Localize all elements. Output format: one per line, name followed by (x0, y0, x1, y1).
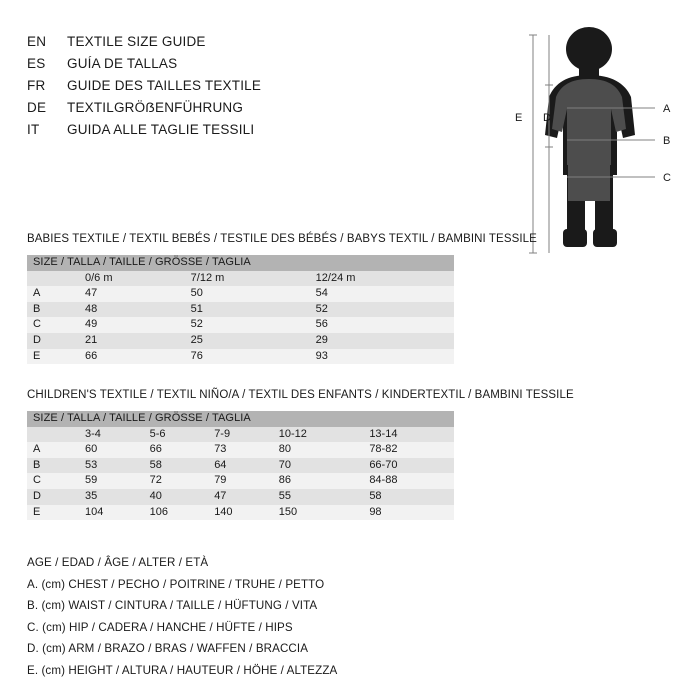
children-row-1-v4: 66-70 (363, 458, 454, 474)
children-size-table (27, 411, 454, 520)
children-row-3-v3: 55 (273, 489, 364, 505)
figure-label-a: A (663, 103, 671, 115)
babies-row-2-label: C (27, 317, 79, 333)
table-row (27, 317, 454, 333)
children-row-0-v3: 80 (273, 442, 364, 458)
babies-row-4-v0: 66 (79, 349, 185, 365)
title-row-de (27, 100, 497, 122)
figure-label-c: C (663, 172, 671, 184)
legend-line-age: AGE / EDAD / ÂGE / ALTER / ETÀ (27, 556, 209, 569)
children-row-4-v2: 140 (208, 505, 273, 521)
children-row-1-v2: 64 (208, 458, 273, 474)
children-row-0-v1: 66 (144, 442, 209, 458)
title-lang-de: DE (27, 100, 47, 115)
table-row (27, 333, 454, 349)
children-row-3-label: D (27, 489, 79, 505)
legend-block (27, 552, 507, 681)
babies-row-4-v2: 93 (310, 349, 454, 365)
table-row (27, 458, 454, 474)
children-header-label: SIZE / TALLA / TAILLE / GRÖSSE / TAGLIA (27, 411, 454, 427)
legend-line-a: A. (cm) CHEST / PECHO / POITRINE / TRUHE / PETTO (27, 577, 325, 591)
legend-line-d: D. (cm) ARM / BRAZO / BRAS / WAFFEN / BRACCIA (27, 642, 309, 655)
table-header-row (27, 411, 454, 427)
figure-label-e: E (515, 112, 523, 124)
babies-row-0-v0: 47 (79, 286, 185, 302)
title-block (27, 34, 497, 144)
children-row-4-label: E (27, 505, 79, 521)
title-row-it (27, 122, 497, 144)
title-lang-fr: FR (27, 78, 46, 93)
figure-label-d: D (543, 112, 551, 124)
babies-section-title: BABIES TEXTILE / TEXTIL BEBÉS / TESTILE DES BÉBÉS / BABYS TEXTIL / BAMBINI TESSILE (27, 233, 537, 245)
table-header-row (27, 255, 454, 271)
babies-row-2-v2: 56 (310, 317, 454, 333)
title-row-en (27, 34, 497, 56)
children-row-2-v0: 59 (79, 473, 144, 489)
children-row-3-v0: 35 (79, 489, 144, 505)
babies-header-label: SIZE / TALLA / TAILLE / GRÖSSE / TAGLIA (27, 255, 454, 271)
children-col-3: 10-12 (273, 427, 364, 443)
legend-line-c: C. (cm) HIP / CADERA / HANCHE / HÜFTE / HIPS (27, 620, 293, 634)
children-row-3-v2: 47 (208, 489, 273, 505)
children-row-1-v1: 58 (144, 458, 209, 474)
children-row-4-v1: 106 (144, 505, 209, 521)
children-row-1-v3: 70 (273, 458, 364, 474)
children-row-4-v0: 104 (79, 505, 144, 521)
children-row-2-v2: 79 (208, 473, 273, 489)
children-row-2-v1: 72 (144, 473, 209, 489)
table-row (27, 489, 454, 505)
children-row-0-label: A (27, 442, 79, 458)
babies-row-1-v1: 51 (185, 302, 310, 318)
title-text-es: GUÍA DE TALLAS (67, 56, 178, 71)
title-row-fr (27, 78, 497, 100)
babies-row-0-v1: 50 (185, 286, 310, 302)
table-column-row (27, 271, 454, 287)
babies-row-0-label: A (27, 286, 79, 302)
babies-row-3-v2: 29 (310, 333, 454, 349)
children-col-0: 3-4 (79, 427, 144, 443)
title-text-fr: GUIDE DES TAILLES TEXTILE (67, 78, 262, 93)
babies-row-4-label: E (27, 349, 79, 365)
babies-col-blank (27, 271, 79, 287)
babies-row-1-v2: 52 (310, 302, 454, 318)
table-row (27, 286, 454, 302)
children-row-2-label: C (27, 473, 79, 489)
children-row-4-v4: 98 (363, 505, 454, 521)
title-text-de: TEXTILGRÖẞENFÜHRUNG (67, 100, 244, 115)
table-row (27, 442, 454, 458)
title-text-en: TEXTILE SIZE GUIDE (67, 34, 206, 49)
babies-size-table (27, 255, 454, 364)
title-lang-it: IT (27, 122, 40, 137)
figure-label-b: B (663, 135, 671, 147)
children-row-4-v3: 150 (273, 505, 364, 521)
babies-col-1: 7/12 m (185, 271, 310, 287)
children-col-4: 13-14 (363, 427, 454, 443)
babies-row-1-v0: 48 (79, 302, 185, 318)
children-col-blank (27, 427, 79, 443)
babies-row-1-label: B (27, 302, 79, 318)
babies-row-3-v0: 21 (79, 333, 185, 349)
children-row-0-v2: 73 (208, 442, 273, 458)
babies-row-3-label: D (27, 333, 79, 349)
measurement-figure (505, 25, 680, 285)
babies-row-2-v1: 52 (185, 317, 310, 333)
children-row-0-v0: 60 (79, 442, 144, 458)
table-column-row (27, 427, 454, 443)
table-row (27, 473, 454, 489)
table-row (27, 302, 454, 318)
children-section-title: CHILDREN'S TEXTILE / TEXTIL NIÑO/A / TEXTIL DES ENFANTS / KINDERTEXTIL / BAMBINI TESSILE (27, 389, 574, 401)
children-col-2: 7-9 (208, 427, 273, 443)
children-col-1: 5-6 (144, 427, 209, 443)
legend-line-b: B. (cm) WAIST / CINTURA / TAILLE / HÜFTUNG / VITA (27, 599, 318, 612)
children-row-2-v4: 84-88 (363, 473, 454, 489)
babies-col-2: 12/24 m (310, 271, 454, 287)
children-row-2-v3: 86 (273, 473, 364, 489)
title-text-it: GUIDA ALLE TAGLIE TESSILI (67, 122, 255, 137)
table-row (27, 349, 454, 365)
babies-row-0-v2: 54 (310, 286, 454, 302)
babies-row-3-v1: 25 (185, 333, 310, 349)
legend-line-e: E. (cm) HEIGHT / ALTURA / HAUTEUR / HÖHE / ALTEZZA (27, 663, 338, 677)
babies-row-4-v1: 76 (185, 349, 310, 365)
title-lang-en: EN (27, 34, 47, 49)
children-row-3-v4: 58 (363, 489, 454, 505)
title-row-es (27, 56, 497, 78)
babies-row-2-v0: 49 (79, 317, 185, 333)
title-lang-es: ES (27, 56, 46, 71)
babies-col-0: 0/6 m (79, 271, 185, 287)
children-row-3-v1: 40 (144, 489, 209, 505)
children-row-0-v4: 78-82 (363, 442, 454, 458)
table-row (27, 505, 454, 521)
children-row-1-label: B (27, 458, 79, 474)
children-row-1-v0: 53 (79, 458, 144, 474)
